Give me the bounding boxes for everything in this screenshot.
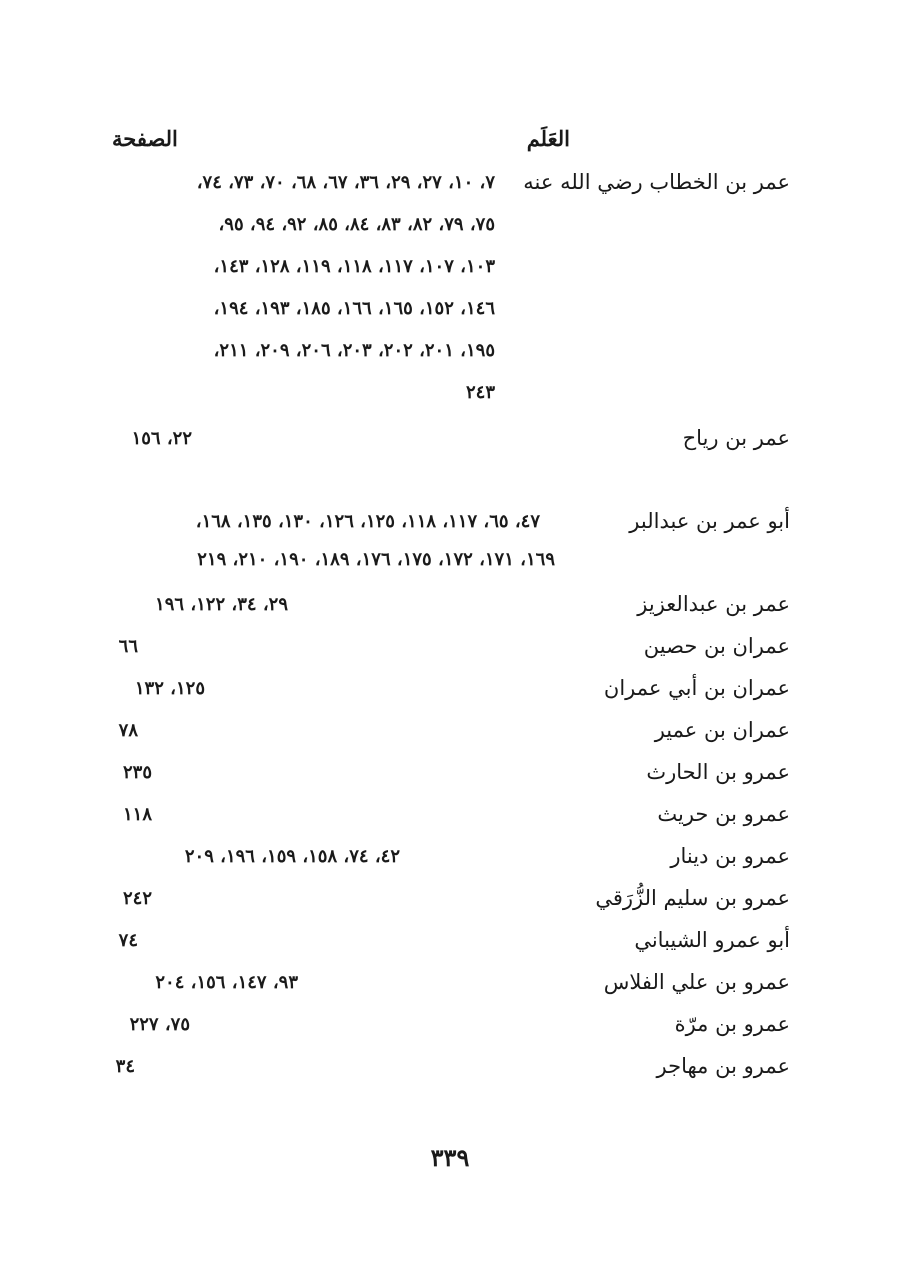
person-name: عمر بن رياح (682, 426, 790, 450)
person-name: عمرو بن مهاجر (656, 1054, 790, 1078)
person-name: عمرو بن الحارث (646, 760, 790, 784)
name-column-header: العَلَم (526, 126, 570, 151)
page-references: ١٩٥، ٢٠١، ٢٠٢، ٢٠٣، ٢٠٦، ٢٠٩، ٢١١، (213, 340, 495, 361)
page-references: ٧٤ (118, 930, 138, 951)
person-name: عمران بن أبي عمران (603, 676, 790, 700)
page-references: ٩٣، ١٤٧، ١٥٦، ٢٠٤ (155, 972, 298, 993)
person-name: عمرو بن دينار (670, 844, 790, 868)
page-column-header: الصفحة (112, 126, 178, 151)
person-name: عمران بن عمير (654, 718, 790, 742)
person-name: أبو عمر بن عبدالبر (629, 509, 790, 533)
page-references: ٢٣٥ (122, 762, 152, 783)
page-references: ٤٧، ٦٥، ١١٧، ١١٨، ١٢٥، ١٢٦، ١٣٠، ١٣٥، ١٦٨، (195, 511, 540, 532)
page-references: ١٦٩، ١٧١، ١٧٢، ١٧٥، ١٧٦، ١٨٩، ١٩٠، ٢١٠، ٢١٩ (197, 549, 555, 570)
page-references: ٢٩، ٣٤، ١٢٢، ١٩٦ (155, 594, 288, 615)
person-name: عمران بن حصين (643, 634, 790, 658)
page-references: ٣٤ (115, 1056, 135, 1077)
person-name: عمرو بن سليم الزُّرَقي (595, 886, 790, 910)
page-references: ١٢٥، ١٣٢ (134, 678, 205, 699)
person-name: عمرو بن علي الفلاس (603, 970, 790, 994)
page-references: ٧، ١٠، ٢٧، ٢٩، ٣٦، ٦٧، ٦٨، ٧٠، ٧٣، ٧٤، (196, 172, 495, 193)
person-name: أبو عمرو الشيباني (634, 928, 790, 952)
person-name: عمر بن الخطاب رضي الله عنه (523, 170, 790, 194)
person-name: عمر بن عبدالعزيز (637, 592, 790, 616)
page-references: ٧٥، ٢٢٧ (129, 1014, 190, 1035)
page-references: ٢٤٣ (465, 382, 495, 403)
person-name: عمرو بن حريث (657, 802, 790, 826)
page-references: ١١٨ (122, 804, 152, 825)
page-references: ٧٥، ٧٩، ٨٢، ٨٣، ٨٤، ٨٥، ٩٢، ٩٤، ٩٥، (218, 214, 495, 235)
page-references: ٧٨ (118, 720, 138, 741)
person-name: عمرو بن مرّة (674, 1012, 790, 1036)
page-references: ٤٢، ٧٤، ١٥٨، ١٥٩، ١٩٦، ٢٠٩ (184, 846, 400, 867)
page-references: ٦٦ (118, 636, 138, 657)
page-references: ١٠٣، ١٠٧، ١١٧، ١١٨، ١١٩، ١٢٨، ١٤٣، (213, 256, 495, 277)
page-number: ٣٣٩ (430, 1143, 470, 1172)
page-references: ١٤٦، ١٥٢، ١٦٥، ١٦٦، ١٨٥، ١٩٣، ١٩٤، (213, 298, 495, 319)
page-references: ٢٢، ١٥٦ (131, 428, 192, 449)
page-references: ٢٤٢ (122, 888, 152, 909)
